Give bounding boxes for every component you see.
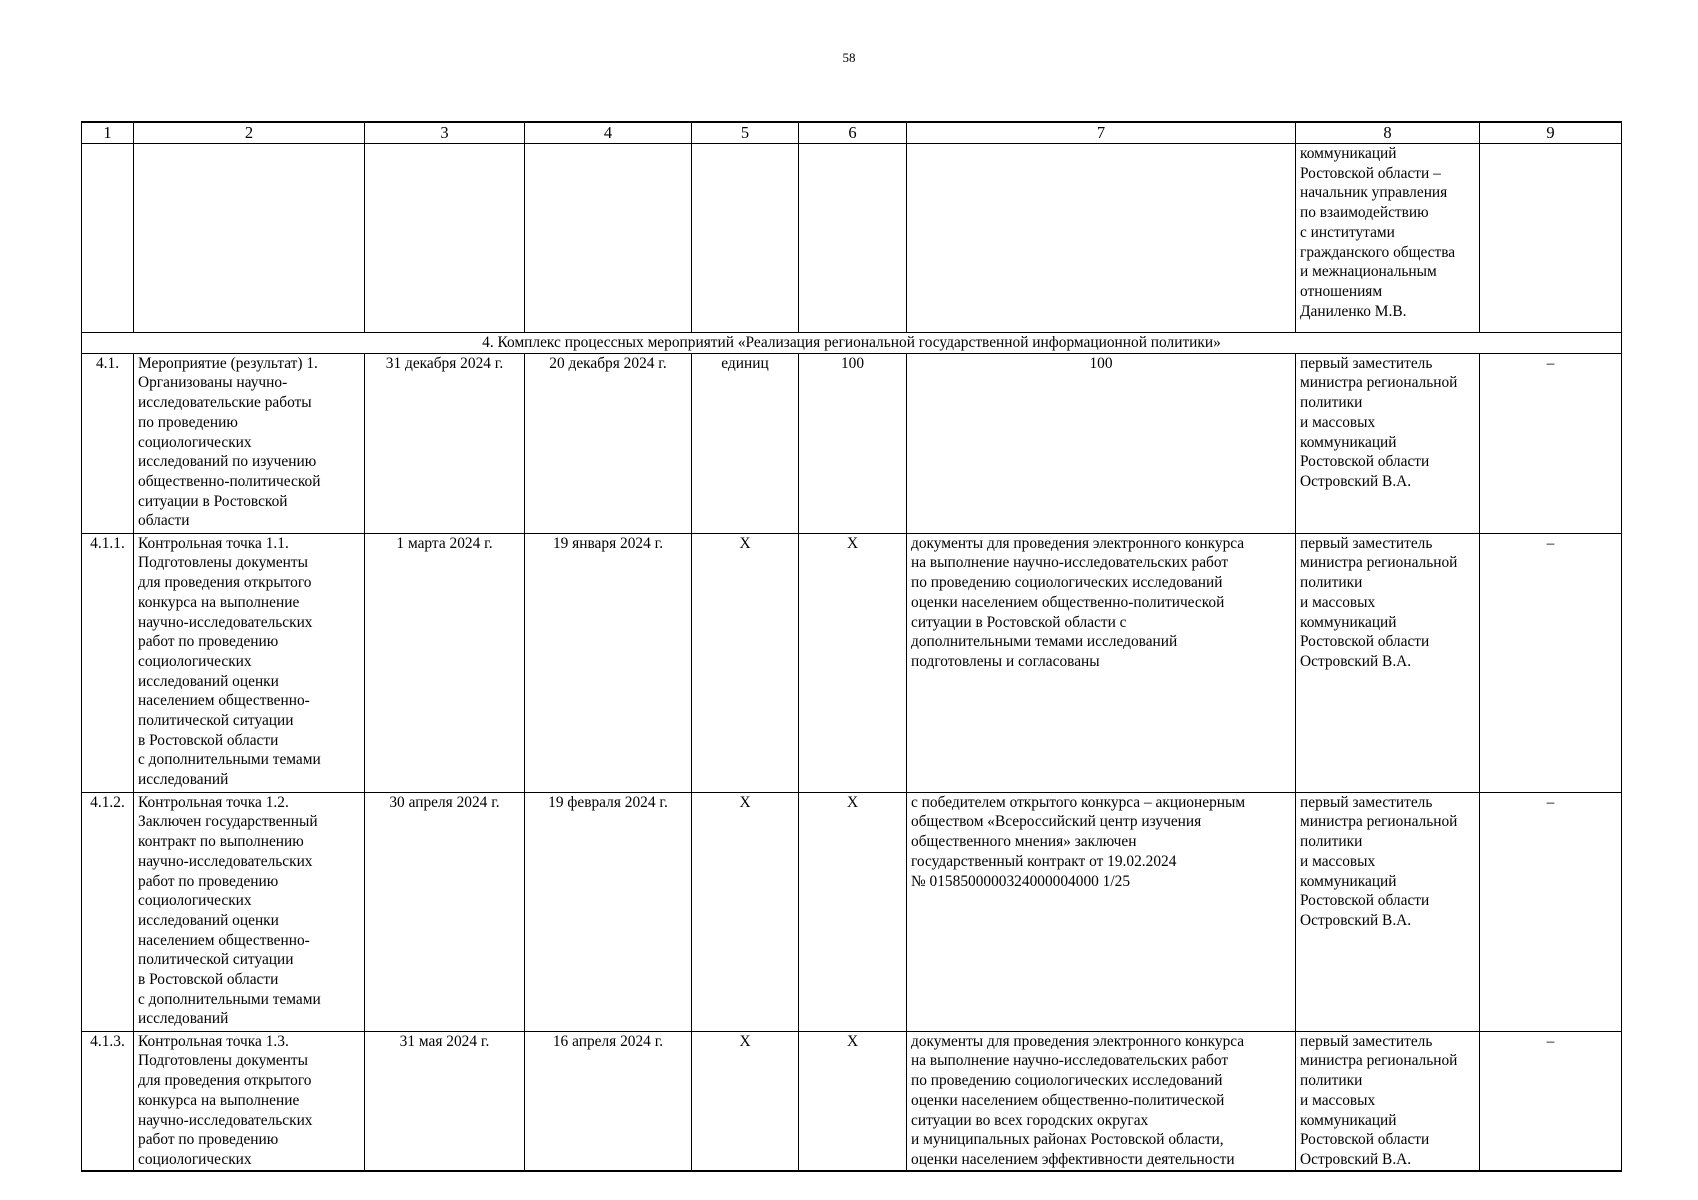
row-number: 4.1.3. [82, 1031, 134, 1170]
plan-date: 1 марта 2024 г. [365, 533, 525, 792]
responsible-cell: первый заместитель министра региональной политики и массовых коммуникаций Ростовской области Островский В.А. [1296, 353, 1480, 533]
table-cell [907, 144, 1296, 333]
row-number: 4.1. [82, 353, 134, 533]
fact-date: 19 февраля 2024 г. [525, 792, 692, 1031]
column-header: 4 [525, 122, 692, 144]
activity-name: Контрольная точка 1.3. Подготовлены документы для проведения открытого конкурса на выполнение научно-исследовательских работ по проведению социологических [134, 1031, 365, 1170]
plan-date: 31 мая 2024 г. [365, 1031, 525, 1170]
column-header: 7 [907, 122, 1296, 144]
plan-date: 30 апреля 2024 г. [365, 792, 525, 1031]
unit: X [692, 792, 799, 1031]
table-cell [692, 144, 799, 333]
table-cell [799, 144, 907, 333]
column-header: 1 [82, 122, 134, 144]
responsible-cell: первый заместитель министра региональной политики и массовых коммуникаций Ростовской области Островский В.А. [1296, 792, 1480, 1031]
activity-name: Контрольная точка 1.1. Подготовлены документы для проведения открытого конкурса на выполнение научно-исследовательских работ по проведению социологических исследований оценки населением общественно- политической ситуации в Ростовской области с дополнительными темами исследований [134, 533, 365, 792]
activity-name: Мероприятие (результат) 1. Организованы научно- исследовательские работы по проведению социологических исследований по изучению общественно-политической ситуации в Ростовской области [134, 353, 365, 533]
note: – [1480, 792, 1622, 1031]
report-table [81, 121, 1622, 1172]
fact-date: 16 апреля 2024 г. [525, 1031, 692, 1170]
note: – [1480, 1031, 1622, 1170]
plan-value: X [799, 533, 907, 792]
continued-row [82, 144, 1622, 333]
section-row [82, 333, 1622, 354]
column-header: 6 [799, 122, 907, 144]
column-header: 3 [365, 122, 525, 144]
responsible-cell: первый заместитель министра региональной политики и массовых коммуникаций Ростовской области Островский В.А. [1296, 533, 1480, 792]
fact-value: с победителем открытого конкурса – акционерным обществом «Всероссийский центр изучения общественного мнения» заключен государственный контракт от 19.02.2024 № 0158500000324000004000 1/25 [907, 792, 1296, 1031]
table-row [82, 353, 1622, 533]
unit: X [692, 533, 799, 792]
table-row [82, 533, 1622, 792]
fact-value: документы для проведения электронного конкурса на выполнение научно-исследовательских работ по проведению социологических исследований оценки населением общественно-политической ситуации во всех городских округах и муниципальных районах Ростовской области, оценки населением эффективности деятельности [907, 1031, 1296, 1170]
fact-date: 20 декабря 2024 г. [525, 353, 692, 533]
plan-value: 100 [799, 353, 907, 533]
row-number: 4.1.2. [82, 792, 134, 1031]
table-cell [365, 144, 525, 333]
table-cell [525, 144, 692, 333]
section-title: 4. Комплекс процессных мероприятий «Реализация региональной государственной информационной политики» [82, 333, 1622, 354]
fact-date: 19 января 2024 г. [525, 533, 692, 792]
plan-value: X [799, 1031, 907, 1170]
page-number: 58 [842, 50, 856, 65]
table-cell [82, 144, 134, 333]
note: – [1480, 533, 1622, 792]
table-row [82, 792, 1622, 1031]
column-header: 5 [692, 122, 799, 144]
activity-name: Контрольная точка 1.2. Заключен государственный контракт по выполнению научно-исследовательских работ по проведению социологических исследований оценки населением общественно- политической ситуации в Ростовской области с дополнительными темами исследований [134, 792, 365, 1031]
table-cell [1480, 144, 1622, 333]
fact-value: документы для проведения электронного конкурса на выполнение научно-исследовательских работ по проведению социологических исследований оценки населением общественно-политической ситуации в Ростовской области с дополнительными темами исследований подготовлены и согласованы [907, 533, 1296, 792]
column-header: 2 [134, 122, 365, 144]
plan-value: X [799, 792, 907, 1031]
fact-value: 100 [907, 353, 1296, 533]
note: – [1480, 353, 1622, 533]
table-row [82, 1031, 1622, 1170]
column-header: 8 [1296, 122, 1480, 144]
unit: единиц [692, 353, 799, 533]
column-header: 9 [1480, 122, 1622, 144]
responsible-cell: первый заместитель министра региональной политики и массовых коммуникаций Ростовской области Островский В.А. [1296, 1031, 1480, 1170]
table-cell [134, 144, 365, 333]
unit: X [692, 1031, 799, 1170]
responsible-cell: коммуникаций Ростовской области – начальник управления по взаимодействию с институтами гражданского общества и межнациональным отношениям Даниленко М.В. [1296, 144, 1480, 333]
plan-date: 31 декабря 2024 г. [365, 353, 525, 533]
row-number: 4.1.1. [82, 533, 134, 792]
column-number-row [82, 122, 1622, 144]
